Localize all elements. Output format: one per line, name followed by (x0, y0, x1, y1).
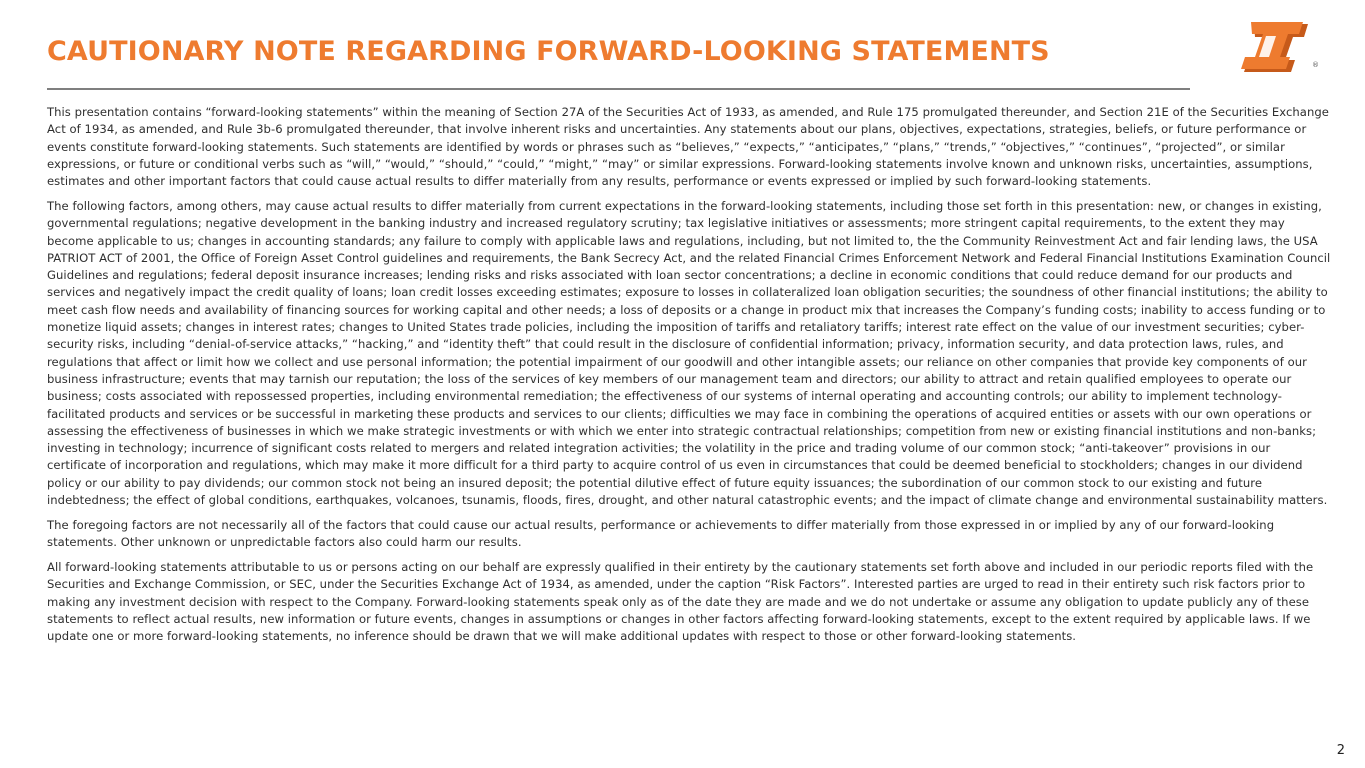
company-logo-icon (1240, 22, 1310, 72)
page-title: CAUTIONARY NOTE REGARDING FORWARD-LOOKING STATEMENTS (47, 36, 1050, 67)
page-number: 2 (1336, 743, 1345, 758)
disclaimer-body (47, 104, 1332, 653)
paragraph-not-exhaustive: The foregoing factors are not necessarily all of the factors that could cause our actual results, performance or achievements to differ materially from those expressed in or implied by any of our forward-looking statements. Other unknown or unpredictable factors also could harm our results. (47, 517, 1275, 550)
paragraph-risk-factors: The following factors, among others, may cause actual results to differ materially from current expectations in the forward-looking statements, including those set forth in this presentation: new, or changes in existing, governmental regulations; negative development in the banking industry and increased regulatory scrutiny; tax legislative initiatives or assessments; more stringent capital requirements, to the extent they may become applicable to us; changes in accounting standards; any failure to comply with applicable laws and regulations, including, but not limited to, the the Community Reinvestment Act and fair lending laws, the USA PATRIOT ACT of 2001, the Office of Foreign Asset Control guidelines and requirements, the Bank Secrecy Act, and the related Financial Crimes Enforcement Network and Federal Financial Institutions Examination Council Guidelines and regulations; federal deposit insurance increases; lending risks and risks associated with loan sector concentrations; a decline in economic conditions that could reduce demand for our products and services and negatively impact the credit quality of loans; loan credit losses exceeding estimates; exposure to losses in collateralized loan obligation securities; the soundness of other financial institutions; the ability to meet cash flow needs and availability of financing sources for working capital and other needs; a loss of deposits or a change in product mix that increases the Company’s funding costs; inability to access funding or to monetize liquid assets; changes in interest rates; changes to United States trade policies, including the imposition of tariffs and retaliatory tariffs; interest rate effect on the value of our investment securities; cyber-security risks, including “denial-of-service attacks,” “hacking,” and “identity theft” that could result in the disclosure of confidential information; privacy, information security, and data protection laws, rules, and regulations that affect or limit how we collect and use personal information; the potential impairment of our goodwill and other intangible assets; our reliance on other companies that provide key components of our business infrastructure; events that may tarnish our reputation; the loss of the services of key members of our management team and directors; our ability to attract and retain qualified employees to operate our business; costs associated with repossessed properties, including environmental remediation; the effectiveness of our systems of internal operating and accounting controls; our ability to implement technology-facilitated products and services or be successful in marketing these products and services to our clients; difficulties we may face in combining the operations of acquired entities or assets with our own operations or assessing the effectiveness of businesses in which we make strategic investments or with which we enter into strategic contractual relationships; competition from new or existing financial institutions and non-banks; investing in technology; incurrence of significant costs related to mergers and related integration activities; the volatility in the price and trading volume of our common stock; “anti-takeover” provisions in our certificate of incorporation and regulations, which may make it more difficult for a third party to acquire control of us even in circumstances that could be deemed beneficial to stockholders; changes in our dividend policy or our ability to pay dividends; our common stock not being an insured deposit; the potential dilutive effect of future equity issuances; the subordination of our common stock to our existing and future indebtedness; the effect of global conditions, earthquakes, volcanoes, tsunamis, floods, fires, drought, and other natural catastrophic events; and the impact of climate change and environmental sustainability matters. (47, 198, 1331, 508)
title-divider (47, 88, 1190, 90)
paragraph-qualification: All forward-looking statements attributable to us or persons acting on our behalf are expressly qualified in their entirety by the cautionary statements set forth above and included in our periodic reports filed with the Securities and Exchange Commission, or SEC, under the Securities Exchange Act of 1934, as amended, under the caption “Risk Factors”. Interested parties are urged to read in their entirety such risk factors prior to making any investment decision with respect to the Company. Forward-looking statements speak only as of the date they are made and we do not undertake or assume any obligation to update publicly any of these statements to reflect actual results, new information or future events, changes in assumptions or changes in other factors affecting forward-looking statements, except to the extent required by applicable laws. If we update one or more forward-looking statements, no inference should be drawn that we will make additional updates with respect to those or other forward-looking statements. (47, 559, 1314, 644)
paragraph-intro: This presentation contains “forward-looking statements” within the meaning of Section 27A of the Securities Act of 1933, as amended, and Rule 175 promulgated thereunder, and Section 21E of the Securities Exchange Act of 1934, as amended, and Rule 3b-6 promulgated thereunder, that involve inherent risks and uncertainties. Any statements about our plans, objectives, expectations, strategies, beliefs, or future performance or events constitute forward-looking statements. Such statements are identified by words or phrases such as “believes,” “expects,” “anticipates,” “plans,” “trends,” “objectives,” “continues”, “projected”, or similar expressions, or future or conditional verbs such as “will,” “would,” “should,” “could,” “might,” “may” or similar expressions. Forward-looking statements involve known and unknown risks, uncertainties, assumptions, estimates and other important factors that could cause actual results to differ materially from any results, performance or events expressed or implied by such forward-looking statements. (47, 105, 1329, 189)
registered-mark: ® (1312, 61, 1319, 69)
